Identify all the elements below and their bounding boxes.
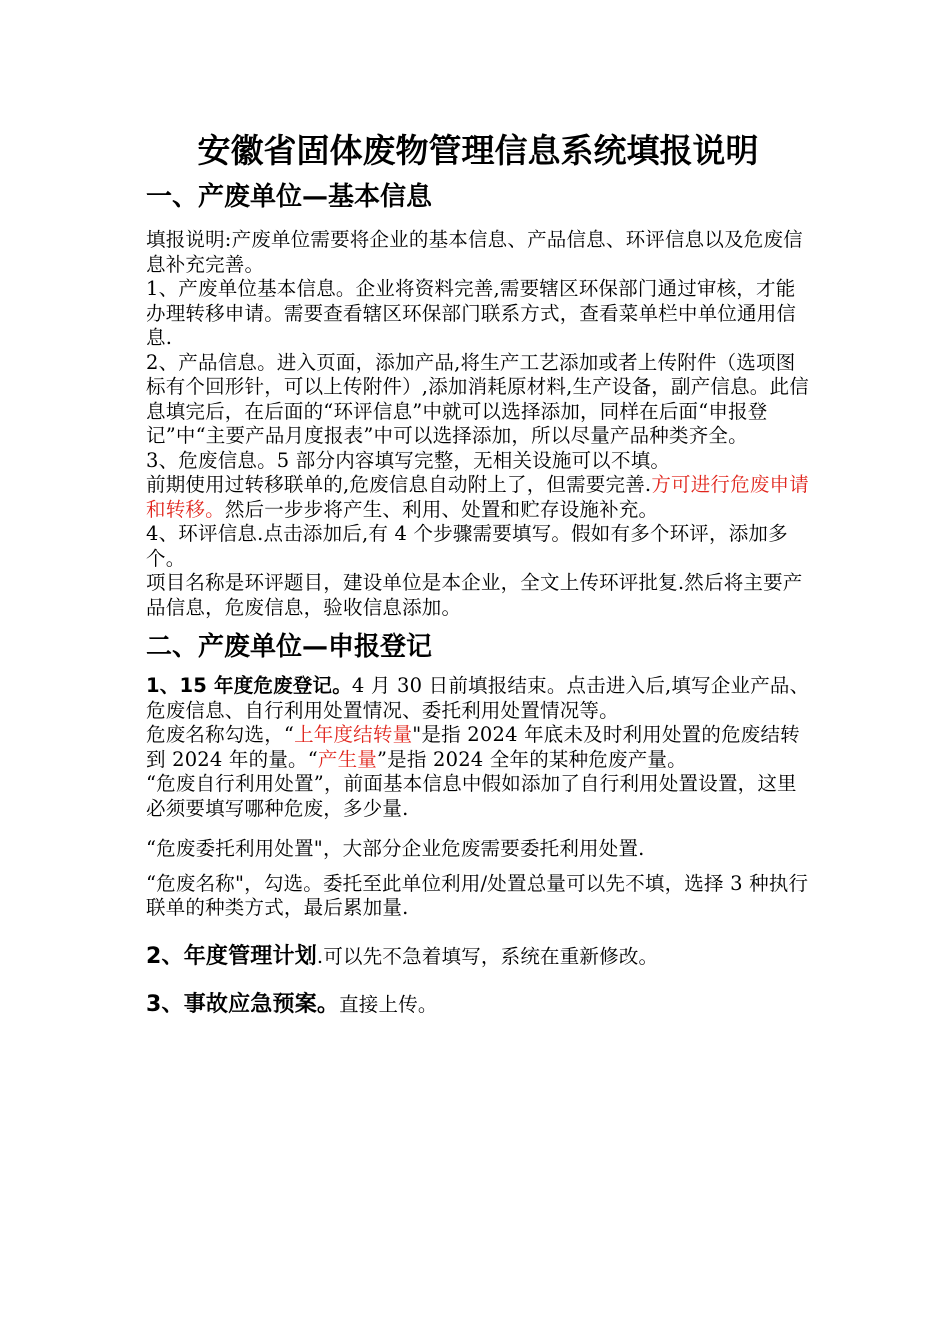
para6-text: .可以先不急着填写，系统在重新修改。 <box>316 944 659 968</box>
section1-item4-continued: 项目名称是环评题目，建设单位是本企业，全文上传环评批复.然后将主要产品信息，危废信息，验收信息添加。 <box>146 571 803 619</box>
section2-para5: “危废名称"，勾选。委托至此单位利用/处置总量可以先不填，选择 3 种执行联单的种类方式，最后累加量. <box>146 871 809 919</box>
section1-item3: 3、危废信息。5 部分内容填写完整，无相关设施可以不填。 <box>146 448 671 472</box>
para2-text-c: ”是指 2024 全年的某种危废产量。 <box>377 747 687 771</box>
para1-text: 4 月 30 日前填报结束。点击进入后,填写企业产品、危废信息、自行利用处置情况、委托利用处置情况等。 <box>146 674 810 722</box>
section1-item4: 4、环评信息.点击添加后,有 4 个步骤需要填写。假如有多个环评，添加多个。 <box>146 522 788 570</box>
section1-intro: 填报说明:产废单位需要将企业的基本信息、产品信息、环评信息以及危废信息补充完善。 <box>146 228 803 276</box>
para6-bold-lead: 2、年度管理计划 <box>146 943 317 969</box>
section2-heading: 二、产废单位—申报登记 <box>146 632 433 662</box>
section2-para1 <box>146 674 810 723</box>
para2-text-b: "是指 2024 年底未及时利用处置的危废结转到 2024 年的量。“ <box>146 723 800 771</box>
item3-text-b: 然后一步步将产生、利用、处置和贮存设施补充。 <box>224 497 659 521</box>
section1-heading: 一、产废单位—基本信息 <box>146 182 433 212</box>
section2-para4: “危废委托利用处置"，大部分企业危废需要委托利用处置. <box>146 837 645 860</box>
section1-item3-continued <box>146 473 810 522</box>
section2-para7 <box>146 993 810 1018</box>
para2-text-a: 危废名称勾选，“ <box>146 723 295 746</box>
section2-para2 <box>146 723 810 772</box>
item3-text-a: 前期使用过转移联单的,危废信息自动附上了，但需要完善. <box>146 473 652 496</box>
document-title: 安徽省固体废物管理信息系统填报说明 <box>197 131 759 170</box>
para7-text: 直接上传。 <box>339 993 438 1016</box>
section2-para6 <box>146 945 810 970</box>
para2-highlight-carryover: 上年度结转量 <box>294 723 413 746</box>
section2-para3: “危废自行利用处置”，前面基本信息中假如添加了自行利用处置设置，这里必须要填写哪种危废，多少量. <box>146 772 797 820</box>
item3-highlight: 方可进行危废申请和转移。 <box>146 473 809 521</box>
document-page <box>146 126 810 1018</box>
para7-bold-lead: 3、事故应急预案。 <box>146 992 340 1017</box>
section1-item2: 2、产品信息。进入页面，添加产品,将生产工艺添加或者上传附件（选项图标有个回形针，可以上传附件）,添加消耗原材料,生产设备，副产信息。此信息填完后，在后面的“环评信息”中就可以选择添加，同样在后面“申报登记”中“主要产品月度报表”中可以选择添加，所以尽量产品种类齐全。 <box>146 350 809 447</box>
para1-bold-lead: 1、15 年度危废登记。 <box>146 674 352 697</box>
section1-item1: 1、产废单位基本信息。企业将资料完善,需要辖区环保部门通过审核，才能办理转移申请。需要查看辖区环保部门联系方式，查看菜单栏中单位通用信息. <box>146 277 797 349</box>
para2-highlight-output: 产生量 <box>317 747 378 771</box>
